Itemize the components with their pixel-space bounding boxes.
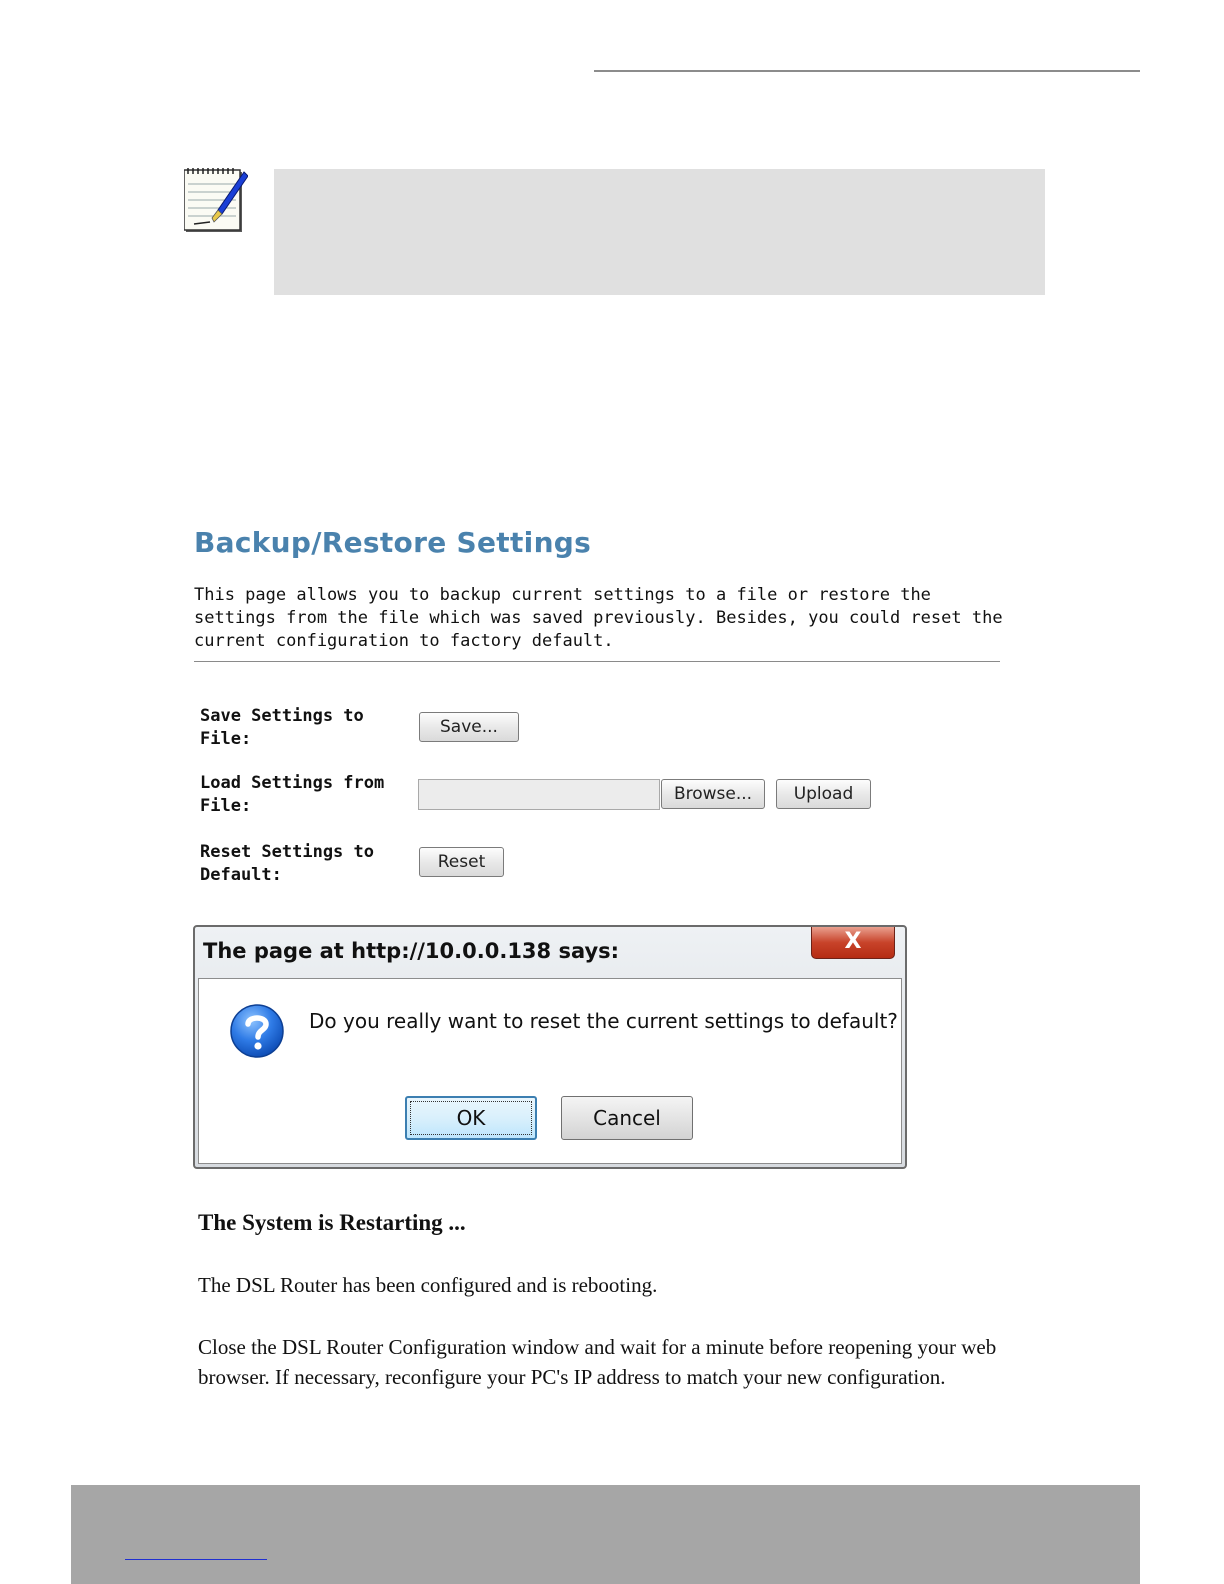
focus-ring — [410, 1101, 532, 1135]
close-button[interactable] — [811, 927, 895, 959]
divider — [194, 661, 1000, 662]
confirm-dialog — [193, 925, 907, 1169]
dialog-body — [198, 978, 902, 1164]
load-settings-label: Load Settings from File: — [200, 773, 385, 816]
header-rule — [594, 70, 1140, 72]
restart-title: The System is Restarting ... — [198, 1210, 466, 1235]
notepad-pen-icon — [184, 168, 248, 234]
restart-message: The DSL Router has been configured and is rebooting. — [198, 1273, 658, 1297]
browse-button[interactable]: Browse... — [661, 779, 765, 809]
ok-label: OK — [456, 1106, 486, 1130]
save-button[interactable]: Save... — [419, 712, 519, 742]
cancel-button[interactable]: Cancel — [561, 1096, 693, 1140]
footer-link[interactable] — [125, 1559, 267, 1560]
save-settings-label: Save Settings to File: — [200, 706, 364, 749]
footer-band — [71, 1485, 1140, 1584]
page-description: This page allows you to backup current settings to a file or restore the settings from the file which was saved previously. Besides, you could reset the current configuration to factory default. — [194, 585, 1003, 651]
note-box — [274, 169, 1045, 295]
reset-button[interactable]: Reset — [419, 847, 504, 877]
dialog-message: Do you really want to reset the current settings to default? — [309, 1009, 898, 1033]
upload-button[interactable]: Upload — [776, 779, 871, 809]
restart-instructions: Close the DSL Router Configuration window and wait for a minute before reopening your web browser. If necessary, reconfigure your PC's IP address to match your new configuration. — [198, 1335, 997, 1389]
file-path-input[interactable] — [418, 779, 660, 810]
question-icon — [229, 1003, 285, 1059]
reset-settings-label: Reset Settings to Default: — [200, 842, 374, 885]
dialog-titlebar[interactable] — [195, 927, 905, 977]
ok-button[interactable] — [405, 1096, 537, 1140]
close-icon: X — [844, 929, 862, 954]
dialog-title: The page at http://10.0.0.138 says: — [203, 939, 620, 963]
page-title: Backup/Restore Settings — [194, 526, 592, 559]
